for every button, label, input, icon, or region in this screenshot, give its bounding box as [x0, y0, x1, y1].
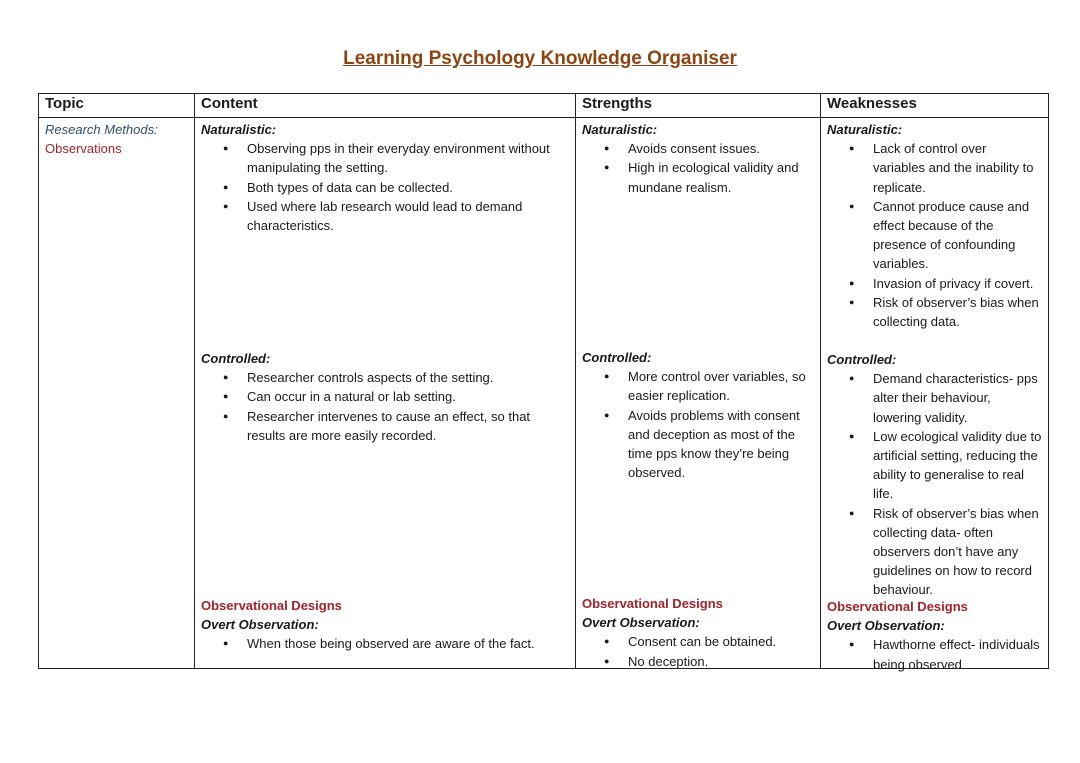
naturalistic-heading: Naturalistic:	[201, 122, 277, 137]
content-naturalistic	[201, 120, 569, 235]
list-item: ● Demand characteristics- pps alter their behaviour, lowering validity.	[873, 369, 1042, 427]
naturalistic-heading: Naturalistic:	[827, 122, 903, 137]
controlled-heading: Controlled:	[582, 350, 652, 365]
list-item: ● Can occur in a natural or lab setting.	[247, 387, 569, 406]
content-header: Content	[195, 94, 576, 118]
list-item: ● When those being observed are aware of the fact.	[247, 634, 569, 653]
topic-name: Observations	[45, 141, 122, 157]
list-item: ● Researcher controls aspects of the setting.	[247, 368, 569, 387]
list-item: ● Risk of observer’s bias when collecting data.	[873, 293, 1042, 331]
overt-heading: Overt Observation:	[827, 618, 945, 634]
naturalistic-heading: Naturalistic:	[582, 122, 658, 137]
content-naturalistic-list	[201, 139, 569, 235]
designs-heading: Observational Designs	[582, 596, 723, 611]
list-item: ● No deception.	[628, 652, 814, 671]
list-item: ● Hawthorne effect- individuals being observed	[873, 635, 1042, 673]
strengths-naturalistic	[582, 120, 814, 197]
observations-row	[39, 118, 1049, 669]
controlled-heading: Controlled:	[827, 352, 897, 367]
content-overt-list	[201, 634, 569, 653]
content-cell	[195, 118, 576, 669]
list-item: ● More control over variables, so easier replication.	[628, 367, 814, 405]
list-item: ● Both types of data can be collected.	[247, 178, 569, 197]
overt-heading: Overt Observation:	[582, 615, 700, 631]
designs-heading: Observational Designs	[201, 598, 342, 613]
weaknesses-controlled-list	[827, 369, 1042, 599]
strengths-controlled	[582, 348, 814, 482]
content-designs	[201, 596, 569, 654]
designs-heading: Observational Designs	[827, 599, 968, 614]
list-item: ● Low ecological validity due to artificial setting, reducing the ability to generalise to real life.	[873, 427, 1042, 504]
weaknesses-naturalistic	[827, 120, 1042, 331]
topic-label: Research Methods:	[45, 122, 158, 137]
header-row	[39, 94, 1049, 118]
controlled-heading: Controlled:	[201, 351, 271, 366]
overt-heading: Overt Observation:	[201, 617, 319, 633]
weaknesses-designs	[827, 597, 1042, 674]
knowledge-organiser-table	[38, 93, 1049, 672]
weaknesses-header: Weaknesses	[821, 94, 1049, 118]
list-item: ● Risk of observer’s bias when collecting data- often observers don’t have any guidelines on how to record behaviour.	[873, 504, 1042, 600]
page-title: Learning Psychology Knowledge Organiser	[343, 48, 737, 69]
list-item: ● Observing pps in their everyday environment without manipulating the setting.	[247, 139, 569, 177]
strengths-naturalistic-list	[582, 139, 814, 197]
list-item: ● Invasion of privacy if covert.	[873, 274, 1042, 293]
strengths-controlled-list	[582, 367, 814, 482]
topic-header: Topic	[39, 94, 195, 118]
strengths-designs	[582, 594, 814, 671]
list-item: ● Cannot produce cause and effect because of the presence of confounding variables.	[873, 197, 1042, 274]
weaknesses-overt-list	[827, 635, 1042, 673]
list-item: ● Researcher intervenes to cause an effect, so that results are more easily recorded.	[247, 407, 569, 445]
list-item: ● Avoids consent issues.	[628, 139, 814, 158]
list-item: ● Consent can be obtained.	[628, 632, 814, 651]
list-item: ● Avoids problems with consent and deception as most of the time pps know they’re being observed.	[628, 406, 814, 483]
weaknesses-cell	[821, 118, 1049, 672]
content-controlled-list	[201, 368, 569, 445]
weaknesses-naturalistic-list	[827, 139, 1042, 331]
list-item: ● High in ecological validity and mundane realism.	[628, 158, 814, 196]
strengths-overt-list	[582, 632, 814, 670]
weaknesses-controlled	[827, 350, 1042, 600]
topic-cell	[39, 118, 195, 669]
list-item: ● Lack of control over variables and the inability to replicate.	[873, 139, 1042, 197]
strengths-header: Strengths	[576, 94, 821, 118]
strengths-cell	[576, 118, 821, 669]
content-controlled	[201, 349, 569, 445]
list-item: ● Used where lab research would lead to demand characteristics.	[247, 197, 569, 235]
